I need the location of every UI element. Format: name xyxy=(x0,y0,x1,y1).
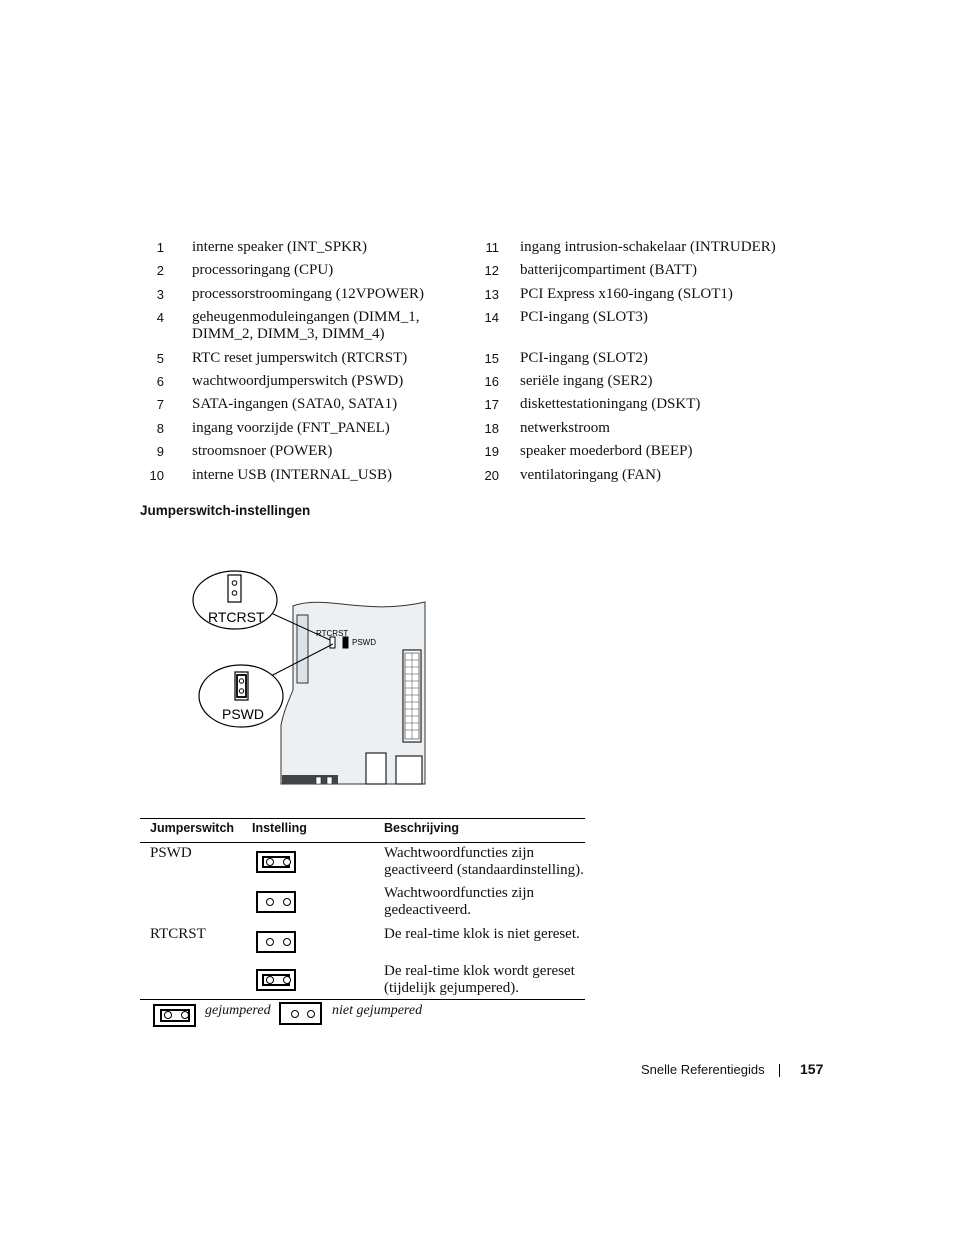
component-number: 3 xyxy=(156,287,164,302)
component-number: 14 xyxy=(484,310,499,325)
component-number: 17 xyxy=(484,397,499,412)
board-label-rtcrst: RTCRST xyxy=(316,629,349,638)
component-number: 1 xyxy=(156,240,164,255)
power-connector xyxy=(403,650,421,742)
rtcrst-board-jumper xyxy=(330,637,335,648)
component-number: 10 xyxy=(149,468,164,483)
slot-connector xyxy=(366,753,386,784)
component-label: PCI-ingang (SLOT2) xyxy=(520,350,648,366)
footer-title: Snelle Referentiegids xyxy=(641,1062,765,1077)
component-label: processoringang (CPU) xyxy=(192,262,334,278)
component-label: ingang intrusion-schakelaar (INTRUDER) xyxy=(520,239,776,255)
table-top-rule xyxy=(140,818,585,819)
component-label: PCI Express x160-ingang (SLOT1) xyxy=(520,286,733,302)
component-number: 16 xyxy=(484,374,499,389)
component-number: 7 xyxy=(156,397,164,412)
pswd-callout xyxy=(199,665,283,727)
component-number: 4 xyxy=(156,310,164,325)
table-header-rule xyxy=(140,842,585,843)
component-label: interne speaker (INT_SPKR) xyxy=(192,239,367,255)
legend-jumpered-icon xyxy=(153,1004,196,1027)
component-label: batterijcompartiment (BATT) xyxy=(520,262,698,278)
legend-label-jumpered: gejumpered xyxy=(205,1003,271,1018)
section-heading: Jumperswitch-instellingen xyxy=(140,503,311,518)
component-number: 15 xyxy=(484,351,499,366)
jumpered-icon xyxy=(256,969,296,991)
column-header-jumperswitch: Jumperswitch xyxy=(150,821,235,835)
component-label: diskettestationingang (DSKT) xyxy=(520,396,701,412)
component-number: 9 xyxy=(156,444,164,459)
component-label: RTC reset jumperswitch (RTCRST) xyxy=(192,350,408,366)
component-number: 11 xyxy=(485,240,499,255)
callout-label-pswd: PSWD xyxy=(222,706,264,722)
component-label: ventilatoringang (FAN) xyxy=(520,467,661,483)
jumpered-icon xyxy=(256,851,296,873)
page-number: 157 xyxy=(800,1061,824,1077)
callout-label-rtcrst: RTCRST xyxy=(208,609,265,625)
footer-separator xyxy=(779,1064,780,1077)
component-number: 12 xyxy=(484,263,499,278)
pswd-board-jumper xyxy=(343,637,348,648)
table-cell-description: Wachtwoordfuncties zijn geactiveerd (standaardinstelling). xyxy=(384,845,584,878)
jumper-location-diagram xyxy=(185,560,435,790)
component-label: netwerkstroom xyxy=(520,420,610,436)
not-jumpered-icon xyxy=(256,891,296,913)
table-cell-description: De real-time klok is niet gereset. xyxy=(384,926,580,942)
board-label-pswd: PSWD xyxy=(352,638,376,647)
legend-label-not-jumpered: niet gejumpered xyxy=(332,1003,423,1018)
column-header-beschrijving: Beschrijving xyxy=(384,821,460,835)
table-cell-description: De real-time klok wordt gereset (tijdelijk gejumpered). xyxy=(384,963,575,996)
component-number: 18 xyxy=(484,421,499,436)
component-label: ingang voorzijde (FNT_PANEL) xyxy=(192,420,390,436)
rtcrst-callout xyxy=(193,571,277,629)
component-label: seriële ingang (SER2) xyxy=(520,373,653,389)
component-label: wachtwoordjumperswitch (PSWD) xyxy=(192,373,404,389)
component-label: PCI-ingang (SLOT3) xyxy=(520,309,648,325)
table-cell-description: Wachtwoordfuncties zijn gedeactiveerd. xyxy=(384,885,534,918)
slot-connector xyxy=(396,756,422,784)
component-number: 20 xyxy=(484,468,499,483)
component-label: processorstroomingang (12VPOWER) xyxy=(192,286,425,302)
component-number: 19 xyxy=(484,444,499,459)
component-label: geheugenmoduleingangen (DIMM_1, DIMM_2, DIMM_3, DIMM_4) xyxy=(192,309,420,342)
component-number: 5 xyxy=(156,351,164,366)
table-bottom-rule xyxy=(140,999,585,1000)
table-cell-switch: RTCRST xyxy=(150,926,206,942)
table-cell-switch: PSWD xyxy=(150,845,192,861)
component-number: 2 xyxy=(156,263,164,278)
component-number: 8 xyxy=(156,421,164,436)
legend-not-jumpered-icon xyxy=(279,1002,322,1025)
column-header-instelling: Instelling xyxy=(252,821,307,835)
not-jumpered-icon xyxy=(256,931,296,953)
component-number: 6 xyxy=(156,374,164,389)
component-label: interne USB (INTERNAL_USB) xyxy=(192,467,392,483)
component-label: speaker moederbord (BEEP) xyxy=(520,443,693,459)
component-number: 13 xyxy=(484,287,499,302)
component-label: stroomsnoer (POWER) xyxy=(192,443,333,459)
component-label: SATA-ingangen (SATA0, SATA1) xyxy=(192,396,398,412)
